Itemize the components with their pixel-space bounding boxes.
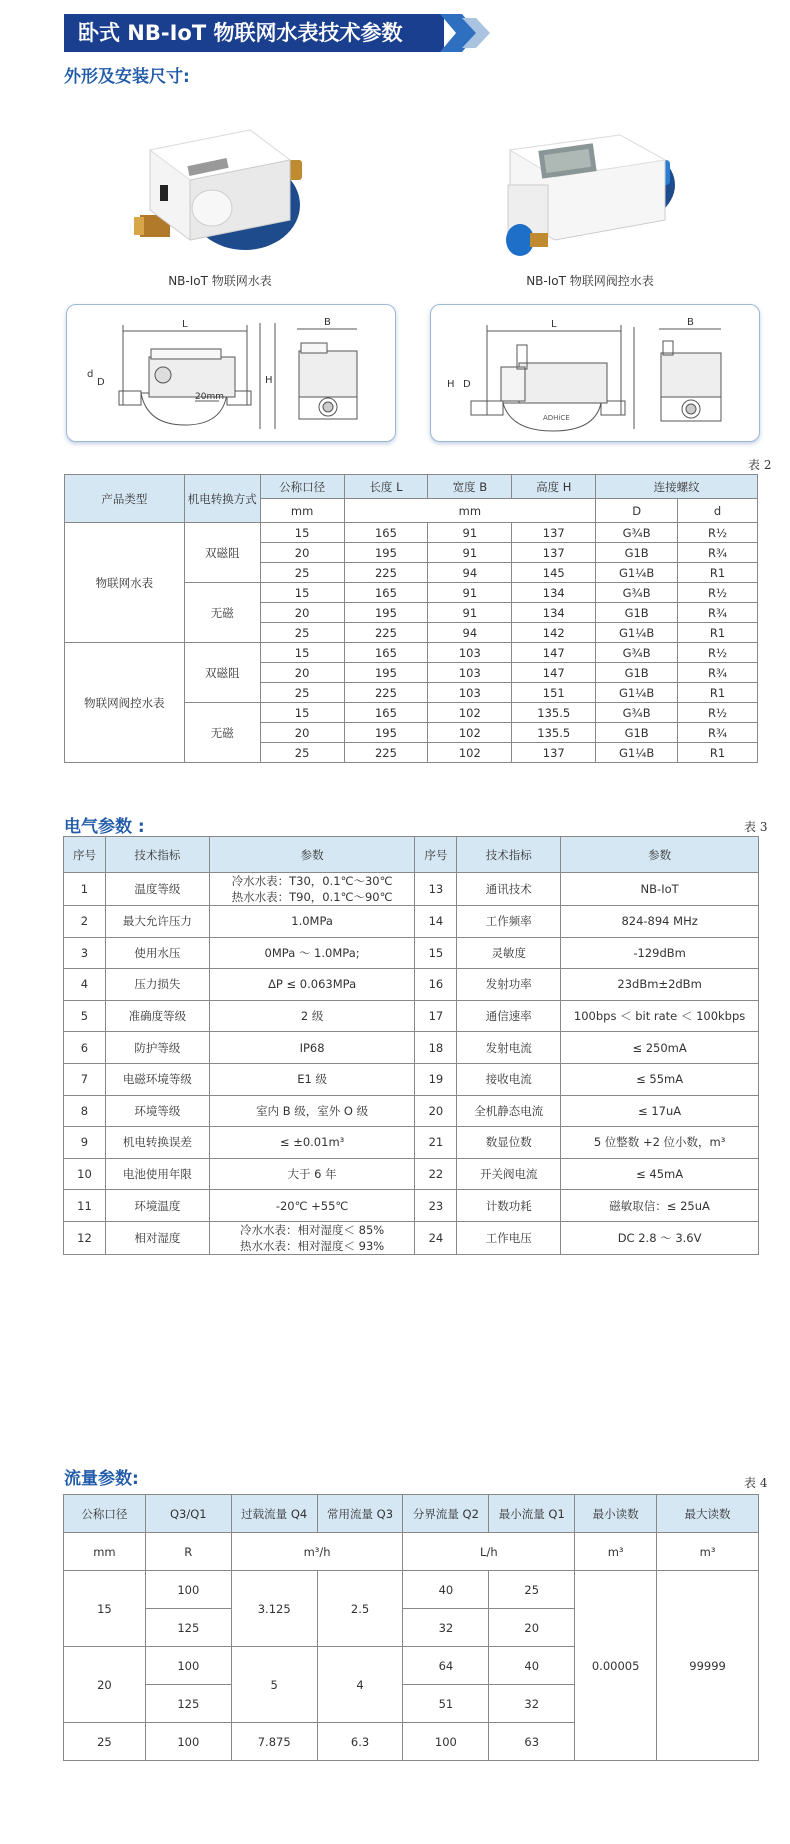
table-cell: 225 bbox=[344, 563, 428, 583]
table-row bbox=[65, 643, 758, 663]
dn-label: 20mm bbox=[195, 392, 224, 402]
table3-label: 表 3 bbox=[744, 820, 768, 834]
table-cell: 102 bbox=[428, 703, 512, 723]
param-cell: 室内 B 级，室外 O 级 bbox=[209, 1095, 415, 1127]
no-cell: 11 bbox=[64, 1190, 106, 1222]
table-row bbox=[65, 523, 758, 543]
dim-L-label-2: L bbox=[551, 319, 557, 330]
table-cell: R¾ bbox=[678, 723, 758, 743]
param-line: 冷水水表：T30，0.1℃～30℃ bbox=[231, 874, 393, 888]
table-cell: 165 bbox=[344, 523, 428, 543]
product-type-cell: 物联网水表 bbox=[65, 523, 185, 643]
table-row bbox=[64, 1032, 759, 1064]
table-cell: 15 bbox=[260, 523, 344, 543]
param-cell: 5 位整数 +2 位小数，m³ bbox=[561, 1127, 759, 1159]
table-cell: 195 bbox=[344, 543, 428, 563]
table-cell: 91 bbox=[428, 603, 512, 623]
no-cell: 21 bbox=[415, 1127, 457, 1159]
table-cell: 25 bbox=[260, 623, 344, 643]
dn-cell: 15 bbox=[64, 1571, 146, 1647]
item-cell: 通信速率 bbox=[457, 1000, 561, 1032]
unit-m3: m³ bbox=[575, 1533, 657, 1571]
param-cell: NB-IoT bbox=[561, 873, 759, 906]
no-cell: 12 bbox=[64, 1221, 106, 1254]
no-cell: 24 bbox=[415, 1221, 457, 1254]
no-cell: 17 bbox=[415, 1000, 457, 1032]
dn-cell: 25 bbox=[64, 1723, 146, 1761]
item-cell: 工作频率 bbox=[457, 906, 561, 938]
table-cell: G¾B bbox=[596, 523, 678, 543]
table2-label: 表 2 bbox=[748, 458, 772, 472]
param-cell bbox=[209, 873, 415, 906]
electrical-table bbox=[63, 836, 759, 1255]
item-cell: 相对湿度 bbox=[105, 1221, 209, 1254]
ratio-cell: 100 bbox=[145, 1571, 231, 1609]
unit-D: D bbox=[596, 499, 678, 523]
item-cell: 全机静态电流 bbox=[457, 1095, 561, 1127]
item-cell: 通讯技术 bbox=[457, 873, 561, 906]
table-cell: 137 bbox=[512, 743, 596, 763]
col-width: 宽度 B bbox=[428, 475, 512, 499]
table-cell: 25 bbox=[260, 683, 344, 703]
param-cell: ≤ 17uA bbox=[561, 1095, 759, 1127]
table-cell: 151 bbox=[512, 683, 596, 703]
table-cell: 195 bbox=[344, 603, 428, 623]
param-cell: -20℃ +55℃ bbox=[209, 1190, 415, 1222]
table-row bbox=[64, 1158, 759, 1190]
param-cell bbox=[209, 1221, 415, 1254]
param-cell: -129dBm bbox=[561, 937, 759, 969]
item-cell: 压力损失 bbox=[105, 969, 209, 1001]
valve-meter-drawing bbox=[430, 304, 760, 442]
conversion-mode-cell: 无磁 bbox=[184, 703, 260, 763]
no-cell: 10 bbox=[64, 1158, 106, 1190]
q1-cell: 20 bbox=[489, 1609, 575, 1647]
table-row bbox=[64, 1127, 759, 1159]
no-cell: 20 bbox=[415, 1095, 457, 1127]
table-cell: R½ bbox=[678, 583, 758, 603]
page-title: 卧式 NB-IoT 物联网水表技术参数 bbox=[64, 14, 444, 52]
item-cell: 准确度等级 bbox=[105, 1000, 209, 1032]
q1-cell: 25 bbox=[489, 1571, 575, 1609]
dim-D-label: D bbox=[97, 377, 105, 388]
col-conversion-mode: 机电转换方式 bbox=[184, 475, 260, 523]
table-cell: 15 bbox=[260, 643, 344, 663]
table-cell: G1¼B bbox=[596, 743, 678, 763]
table-cell: G1¼B bbox=[596, 623, 678, 643]
no-cell: 13 bbox=[415, 873, 457, 906]
unit-m3: m³ bbox=[657, 1533, 759, 1571]
col-no-2: 序号 bbox=[415, 837, 457, 873]
unit-mm: mm bbox=[260, 499, 344, 523]
q2-cell: 40 bbox=[403, 1571, 489, 1609]
no-cell: 3 bbox=[64, 937, 106, 969]
brand-mark: ADHiCE bbox=[543, 414, 570, 422]
table-row bbox=[64, 1190, 759, 1222]
dimension-table bbox=[64, 474, 758, 763]
table-cell: 135.5 bbox=[512, 723, 596, 743]
table-cell: R1 bbox=[678, 623, 758, 643]
q2-cell: 64 bbox=[403, 1647, 489, 1685]
table-cell: 147 bbox=[512, 643, 596, 663]
col-length: 长度 L bbox=[344, 475, 428, 499]
table-cell: G1¼B bbox=[596, 563, 678, 583]
item-cell: 防护等级 bbox=[105, 1032, 209, 1064]
q4-cell: 3.125 bbox=[231, 1571, 317, 1647]
chevron-decoration-icon bbox=[440, 14, 500, 52]
item-cell: 开关阀电流 bbox=[457, 1158, 561, 1190]
table-cell: 165 bbox=[344, 583, 428, 603]
conversion-mode-cell: 双磁阻 bbox=[184, 643, 260, 703]
col-item-2: 技术指标 bbox=[457, 837, 561, 873]
table-row bbox=[64, 906, 759, 938]
table-cell: 142 bbox=[512, 623, 596, 643]
table-cell: 91 bbox=[428, 523, 512, 543]
param-cell: ≤ 45mA bbox=[561, 1158, 759, 1190]
param-cell: ≤ 250mA bbox=[561, 1032, 759, 1064]
param-cell: 23dBm±2dBm bbox=[561, 969, 759, 1001]
table-cell: 91 bbox=[428, 583, 512, 603]
item-cell: 环境温度 bbox=[105, 1190, 209, 1222]
q3-cell: 2.5 bbox=[317, 1571, 403, 1647]
param-cell: ≤ 55mA bbox=[561, 1063, 759, 1095]
ratio-cell: 125 bbox=[145, 1609, 231, 1647]
table-cell: R½ bbox=[678, 643, 758, 663]
table-cell: 225 bbox=[344, 743, 428, 763]
dim-B-label: B bbox=[324, 317, 331, 328]
table-cell: 195 bbox=[344, 663, 428, 683]
table-cell: R½ bbox=[678, 703, 758, 723]
no-cell: 14 bbox=[415, 906, 457, 938]
no-cell: 9 bbox=[64, 1127, 106, 1159]
item-cell: 使用水压 bbox=[105, 937, 209, 969]
section-title-flow: 流量参数: bbox=[64, 1469, 139, 1489]
table-cell: 94 bbox=[428, 563, 512, 583]
param-cell: 1.0MPa bbox=[209, 906, 415, 938]
item-cell: 计数功耗 bbox=[457, 1190, 561, 1222]
flow-table bbox=[63, 1494, 759, 1761]
table-cell: 15 bbox=[260, 583, 344, 603]
dim-L-label: L bbox=[182, 319, 188, 330]
meter-drawing bbox=[66, 304, 396, 442]
q1-cell: 63 bbox=[489, 1723, 575, 1761]
table-cell: R¾ bbox=[678, 663, 758, 683]
no-cell: 19 bbox=[415, 1063, 457, 1095]
col-height: 高度 H bbox=[512, 475, 596, 499]
ratio-cell: 100 bbox=[145, 1647, 231, 1685]
conversion-mode-cell: 无磁 bbox=[184, 583, 260, 643]
col-q2: 分界流量 Q2 bbox=[403, 1495, 489, 1533]
table-cell: 20 bbox=[260, 603, 344, 623]
unit-mm: mm bbox=[64, 1533, 146, 1571]
param-cell: E1 级 bbox=[209, 1063, 415, 1095]
table-cell: G1B bbox=[596, 543, 678, 563]
item-cell: 温度等级 bbox=[105, 873, 209, 906]
table4-label: 表 4 bbox=[744, 1476, 768, 1490]
ratio-cell: 100 bbox=[145, 1723, 231, 1761]
q3-cell: 4 bbox=[317, 1647, 403, 1723]
param-cell: 磁敏取信：≤ 25uA bbox=[561, 1190, 759, 1222]
item-cell: 发射功率 bbox=[457, 969, 561, 1001]
table-cell: R1 bbox=[678, 563, 758, 583]
col-param-2: 参数 bbox=[561, 837, 759, 873]
section-title-dimensions: 外形及安装尺寸: bbox=[64, 67, 190, 87]
meter-caption: NB-IoT 物联网水表 bbox=[168, 274, 272, 288]
table-cell: 137 bbox=[512, 523, 596, 543]
conversion-mode-cell: 双磁阻 bbox=[184, 523, 260, 583]
param-cell: ≤ ±0.01m³ bbox=[209, 1127, 415, 1159]
col-ratio: Q3/Q1 bbox=[145, 1495, 231, 1533]
table-cell: G¾B bbox=[596, 643, 678, 663]
table-cell: 134 bbox=[512, 583, 596, 603]
col-q3: 常用流量 Q3 bbox=[317, 1495, 403, 1533]
meter-dimension-drawing bbox=[67, 305, 397, 443]
no-cell: 15 bbox=[415, 937, 457, 969]
q1-cell: 32 bbox=[489, 1685, 575, 1723]
item-cell: 数显位数 bbox=[457, 1127, 561, 1159]
no-cell: 6 bbox=[64, 1032, 106, 1064]
unit-mm: mm bbox=[344, 499, 596, 523]
table-cell: 147 bbox=[512, 663, 596, 683]
table-row bbox=[64, 873, 759, 906]
no-cell: 4 bbox=[64, 969, 106, 1001]
no-cell: 7 bbox=[64, 1063, 106, 1095]
param-line: 冷水水表：相对湿度＜ 85% bbox=[239, 1222, 385, 1237]
no-cell: 22 bbox=[415, 1158, 457, 1190]
param-cell: DC 2.8 ～ 3.6V bbox=[561, 1221, 759, 1254]
valve-meter-dimension-drawing bbox=[431, 305, 761, 443]
table-cell: 20 bbox=[260, 543, 344, 563]
table-row bbox=[64, 969, 759, 1001]
col-min-reading: 最小读数 bbox=[575, 1495, 657, 1533]
table-cell: 94 bbox=[428, 623, 512, 643]
col-dn: 公称口径 bbox=[260, 475, 344, 499]
param-cell: 大于 6 年 bbox=[209, 1158, 415, 1190]
no-cell: 2 bbox=[64, 906, 106, 938]
table-row bbox=[64, 1095, 759, 1127]
product-type-cell: 物联网阀控水表 bbox=[65, 643, 185, 763]
table-cell: 137 bbox=[512, 543, 596, 563]
q4-cell: 5 bbox=[231, 1647, 317, 1723]
param-cell: 2 级 bbox=[209, 1000, 415, 1032]
table-cell: 102 bbox=[428, 723, 512, 743]
param-cell: 824-894 MHz bbox=[561, 906, 759, 938]
q2-cell: 32 bbox=[403, 1609, 489, 1647]
no-cell: 8 bbox=[64, 1095, 106, 1127]
q2-cell: 100 bbox=[403, 1723, 489, 1761]
table-cell: 135.5 bbox=[512, 703, 596, 723]
table-cell: G¾B bbox=[596, 703, 678, 723]
table-cell: 225 bbox=[344, 623, 428, 643]
table-cell: 20 bbox=[260, 723, 344, 743]
dim-H-label: H bbox=[265, 375, 273, 386]
table-row bbox=[64, 1063, 759, 1095]
unit-d: d bbox=[678, 499, 758, 523]
param-cell: 100bps ＜ bit rate ＜ 100kbps bbox=[561, 1000, 759, 1032]
table-cell: 20 bbox=[260, 663, 344, 683]
table-cell: R¾ bbox=[678, 543, 758, 563]
dim-H-label-2: H bbox=[447, 379, 455, 390]
table-cell: 195 bbox=[344, 723, 428, 743]
table-cell: 165 bbox=[344, 643, 428, 663]
dn-cell: 20 bbox=[64, 1647, 146, 1723]
item-cell: 工作电压 bbox=[457, 1221, 561, 1254]
col-q1: 最小流量 Q1 bbox=[489, 1495, 575, 1533]
table-cell: 103 bbox=[428, 663, 512, 683]
col-dn: 公称口径 bbox=[64, 1495, 146, 1533]
dim-D-label-2: D bbox=[463, 379, 471, 390]
table-cell: G¾B bbox=[596, 583, 678, 603]
item-cell: 电磁环境等级 bbox=[105, 1063, 209, 1095]
table-cell: R¾ bbox=[678, 603, 758, 623]
table-cell: 225 bbox=[344, 683, 428, 703]
q3-cell: 6.3 bbox=[317, 1723, 403, 1761]
col-item: 技术指标 bbox=[105, 837, 209, 873]
col-param: 参数 bbox=[209, 837, 415, 873]
table-cell: G1B bbox=[596, 663, 678, 683]
item-cell: 最大允许压力 bbox=[105, 906, 209, 938]
table-cell: G1B bbox=[596, 603, 678, 623]
table-cell: G1B bbox=[596, 723, 678, 743]
table-row bbox=[64, 937, 759, 969]
q1-cell: 40 bbox=[489, 1647, 575, 1685]
col-thread: 连接螺纹 bbox=[596, 475, 758, 499]
min-reading-cell: 0.00005 bbox=[575, 1571, 657, 1761]
no-cell: 5 bbox=[64, 1000, 106, 1032]
table-row bbox=[64, 1000, 759, 1032]
ratio-cell: 125 bbox=[145, 1685, 231, 1723]
table-cell: 145 bbox=[512, 563, 596, 583]
table-cell: 25 bbox=[260, 563, 344, 583]
param-cell: 0MPa ～ 1.0MPa; bbox=[209, 937, 415, 969]
table-cell: R1 bbox=[678, 743, 758, 763]
unit-lh: L/h bbox=[403, 1533, 575, 1571]
no-cell: 1 bbox=[64, 873, 106, 906]
no-cell: 18 bbox=[415, 1032, 457, 1064]
table-cell: 103 bbox=[428, 683, 512, 703]
table-cell: 25 bbox=[260, 743, 344, 763]
q4-cell: 7.875 bbox=[231, 1723, 317, 1761]
item-cell: 发射电流 bbox=[457, 1032, 561, 1064]
valve-meter-caption: NB-IoT 物联网阀控水表 bbox=[526, 274, 654, 288]
param-cell: ΔP ≤ 0.063MPa bbox=[209, 969, 415, 1001]
table-cell: 134 bbox=[512, 603, 596, 623]
table-cell: 103 bbox=[428, 643, 512, 663]
item-cell: 接收电流 bbox=[457, 1063, 561, 1095]
item-cell: 环境等级 bbox=[105, 1095, 209, 1127]
item-cell: 电池使用年限 bbox=[105, 1158, 209, 1190]
meter-photo bbox=[130, 120, 310, 270]
item-cell: 机电转换误差 bbox=[105, 1127, 209, 1159]
dim-B-label-2: B bbox=[687, 317, 694, 328]
no-cell: 23 bbox=[415, 1190, 457, 1222]
valve-meter-photo bbox=[500, 125, 680, 270]
table-cell: 91 bbox=[428, 543, 512, 563]
param-line: 热水水表：相对湿度＜ 93% bbox=[239, 1238, 385, 1253]
col-product-type: 产品类型 bbox=[65, 475, 185, 523]
table-cell: 102 bbox=[428, 743, 512, 763]
unit-m3h: m³/h bbox=[231, 1533, 403, 1571]
max-reading-cell: 99999 bbox=[657, 1571, 759, 1761]
item-cell: 灵敏度 bbox=[457, 937, 561, 969]
dim-d-label: d bbox=[87, 369, 94, 380]
unit-r: R bbox=[145, 1533, 231, 1571]
q2-cell: 51 bbox=[403, 1685, 489, 1723]
col-no: 序号 bbox=[64, 837, 106, 873]
table-cell: 15 bbox=[260, 703, 344, 723]
table-row bbox=[64, 1221, 759, 1254]
param-line: 热水水表：T90，0.1℃～90℃ bbox=[231, 890, 393, 904]
no-cell: 16 bbox=[415, 969, 457, 1001]
param-cell: IP68 bbox=[209, 1032, 415, 1064]
section-title-electrical: 电气参数 : bbox=[64, 817, 145, 837]
col-max-reading: 最大读数 bbox=[657, 1495, 759, 1533]
col-q4: 过载流量 Q4 bbox=[231, 1495, 317, 1533]
table-cell: R1 bbox=[678, 683, 758, 703]
table-cell: G1¼B bbox=[596, 683, 678, 703]
table-cell: R½ bbox=[678, 523, 758, 543]
table-cell: 165 bbox=[344, 703, 428, 723]
